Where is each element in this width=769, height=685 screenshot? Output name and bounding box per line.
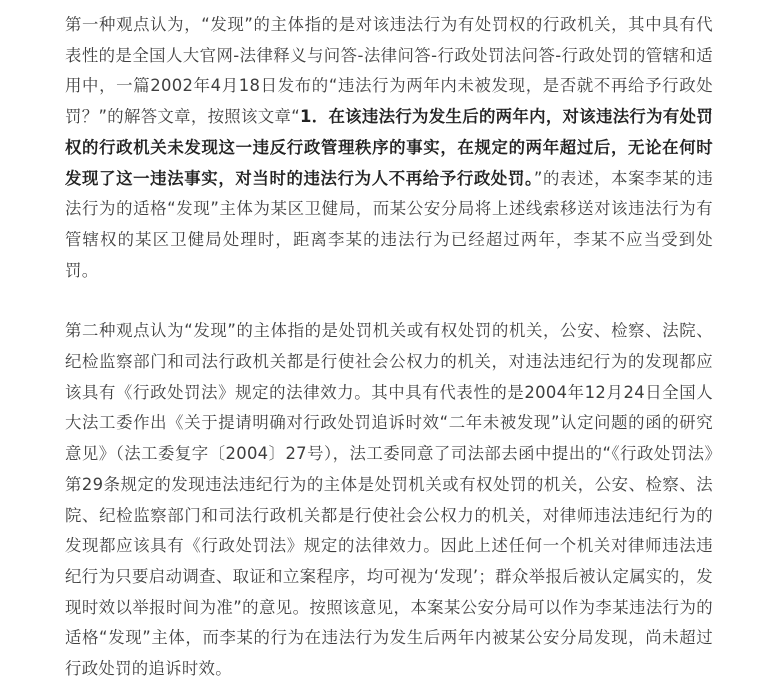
paragraph-first-bold-quote: 1．在该违法行为发生后的两年内，对该违法行为有处罚权的行政机关未发现这一违反行政管理秩序的事实，在规定的两年超过后，无论在何时发现了这一违法事实，对当时的违法行为人不再给予行政处罚。 — [65, 107, 714, 188]
paragraph-second-viewpoint: 第二种观点认为“发现”的主体指的是处罚机关或有权处罚的机关，公安、检察、法院、纪检监察部门和司法行政机关都是行使社会公权力的机关，对违法违纪行为的发现都应该具有《行政处罚法》规定的法律效力。其中具有代表性的是2004年12月24日全国人大法工委作出《关于提请明确对行政处罚追诉时效“二年未被发现”认定问题的函的研究意见》（法工委复字〔2004〕27号），法工委同意了司法部去函中提出的“《行政处罚法》第29条规定的发现违法违纪行为的主体是处罚机关或有权处罚的机关，公安、检察、法院、纪检监察部门和司法行政机关都是行使社会公权力的机关，对律师违法违纪行为的发现都应该具有《行政处罚法》规定的法律效力。因此上述任何一个机关对律师违法违纪行为只要启动调查、取证和立案程序，均可视为‘发现’；群众举报后被认定属实的，发现时效以举报时间为准”的意见。按照该意见，本案某公安分局可以作为李某违法行为的适格“发现”主体，而李某的行为在违法行为发生后两年内被某公安分局发现，尚未超过行政处罚的追诉时效。 — [65, 321, 713, 679]
paragraph-first-viewpoint — [65, 10, 713, 286]
paragraph-first-intro: 第一种观点认为，“发现”的主体指的是对该违法行为有处罚权的行政机关，其中具有代表性的是全国人大官网-法律释义与问答-法律问答-行政处罚法问答-行政处罚的管辖和适用中，一篇2002年4月18日发布的“违法行为两年内未被发现，是否就不再给予行政处罚？”的解答文章，按照该文章“ — [65, 15, 713, 127]
paragraph-first-conclusion: ”的表述，本案李某的违法行为的适格“发现”主体为某区卫健局，而某公安分局将上述线索移送对该违法行为有管辖权的某区卫健局处理时，距离李某的违法行为已经超过两年，李某不应当受到处罚。 — [65, 168, 714, 280]
